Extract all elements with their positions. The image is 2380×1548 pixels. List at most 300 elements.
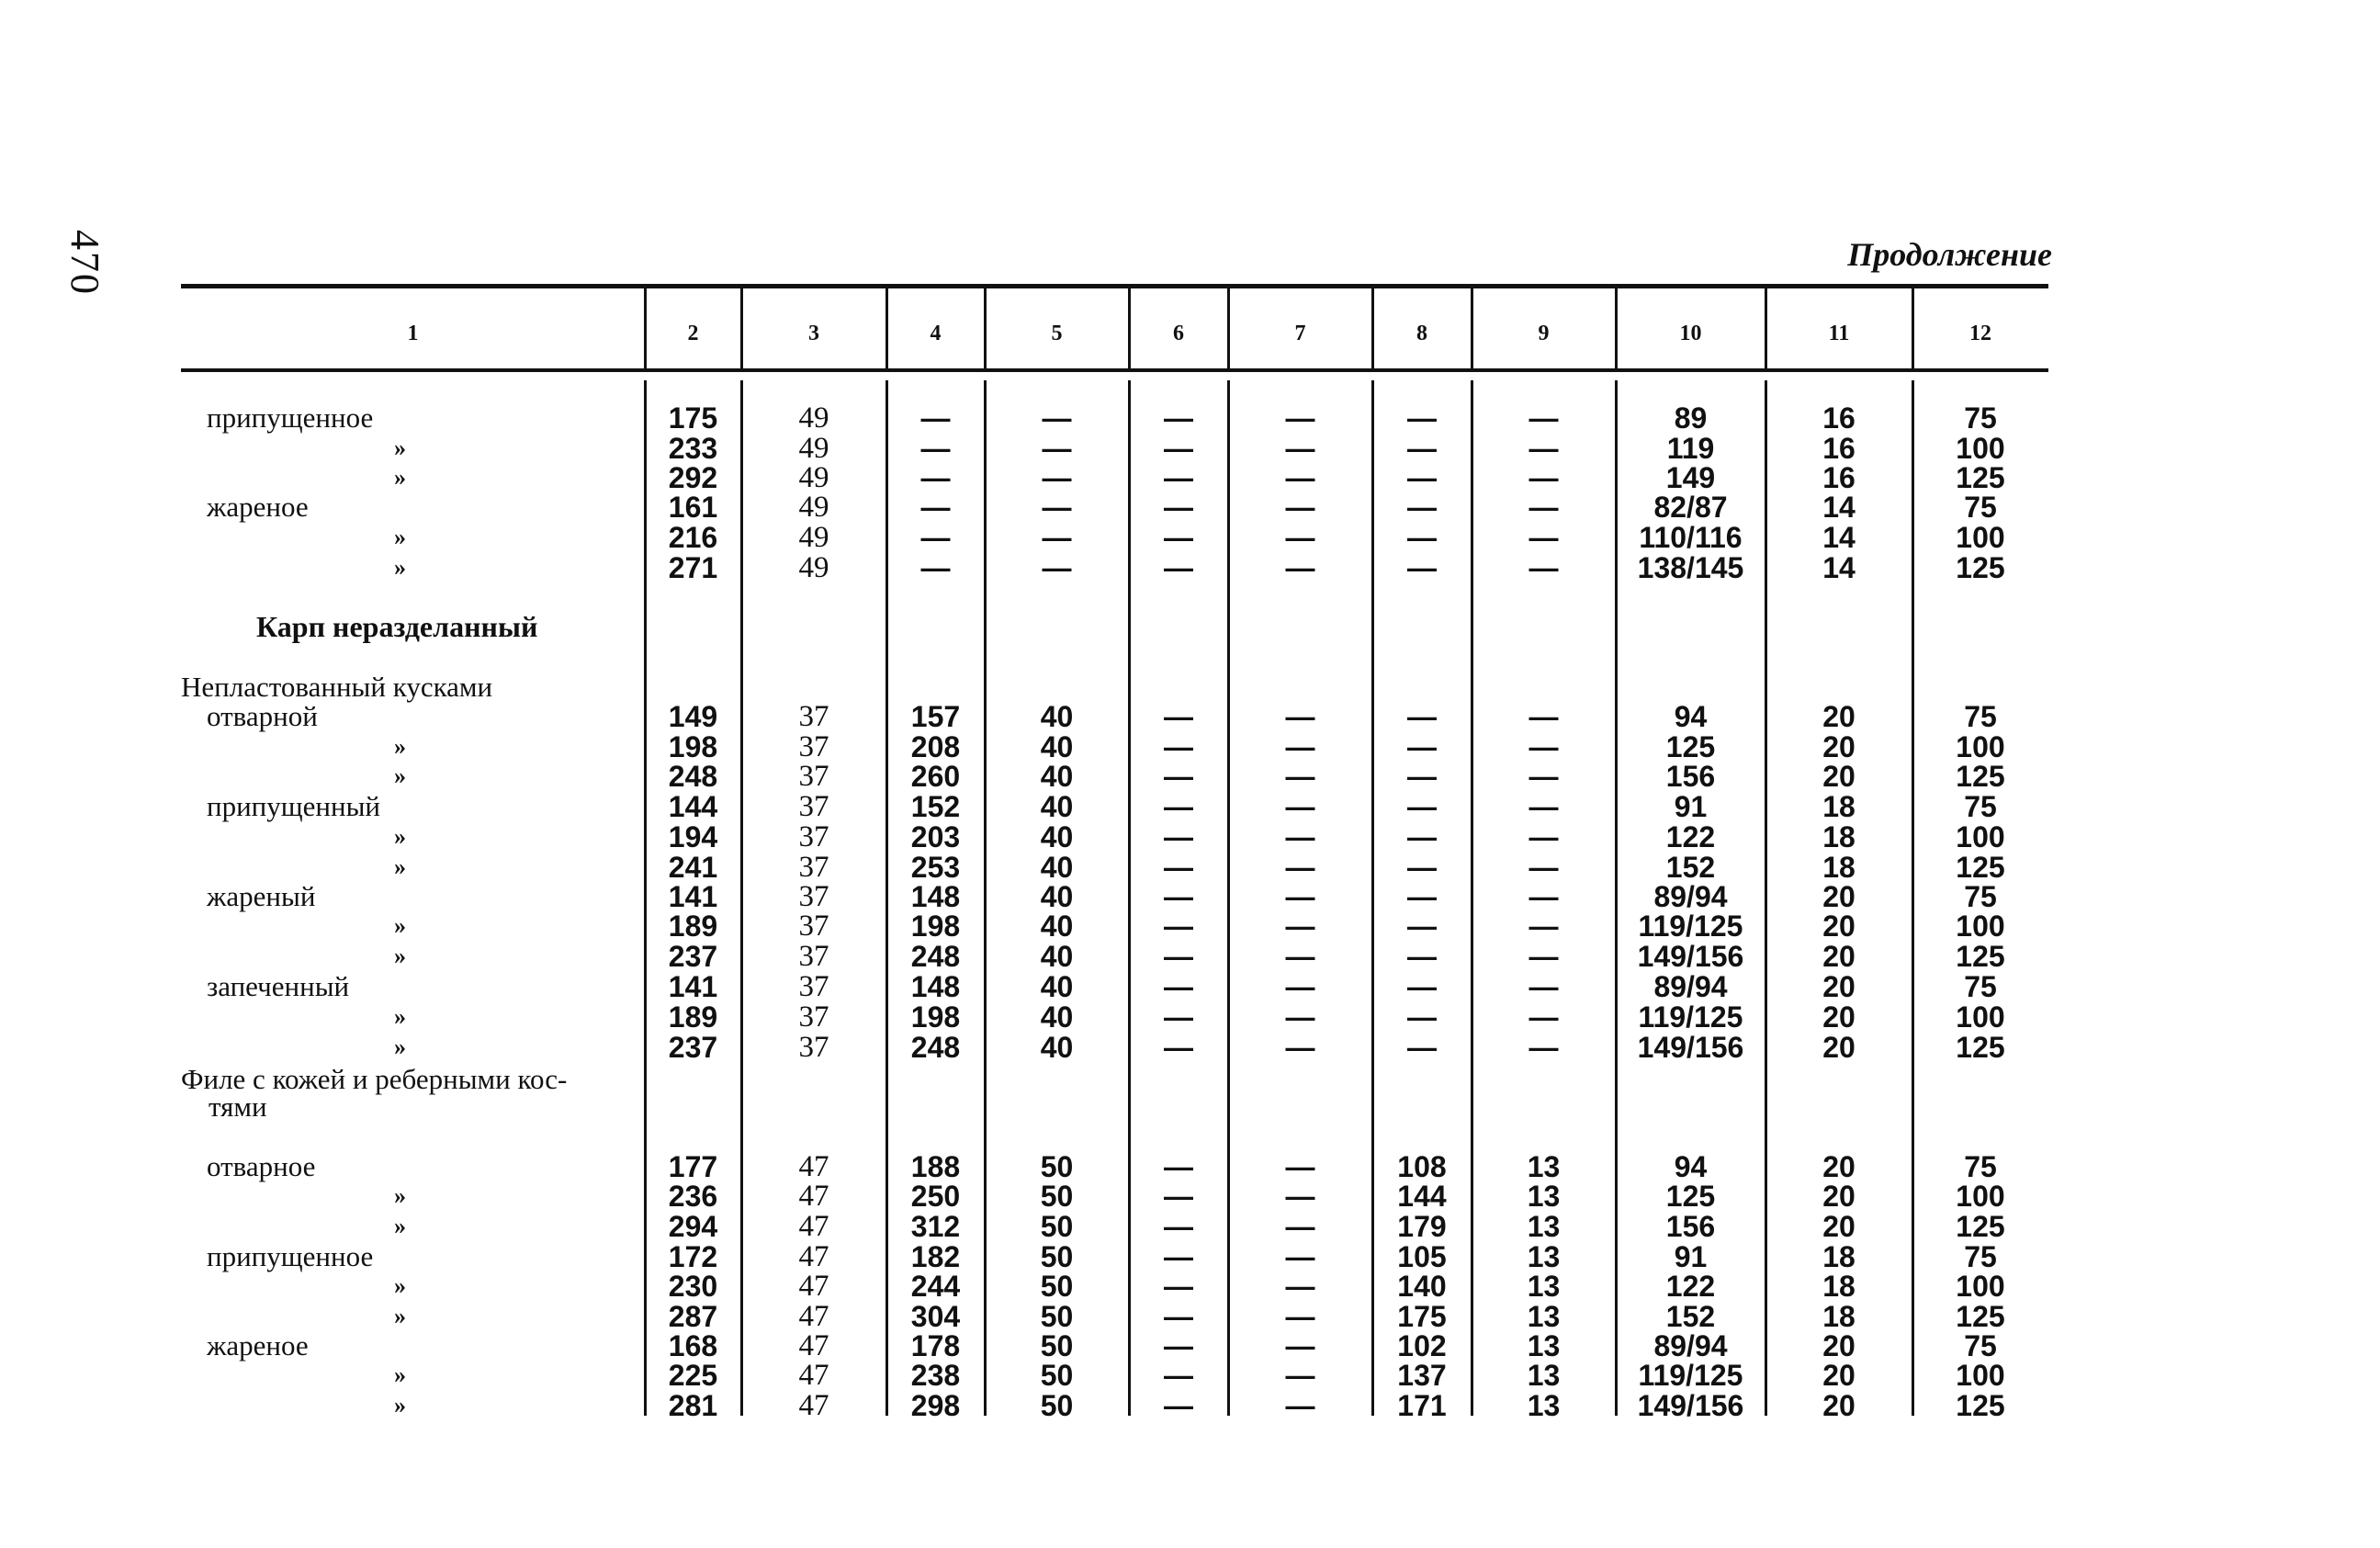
cell-col-6: — [1164,1210,1193,1243]
cell-col-11: 20 [1822,730,1855,763]
row-label: отварное [207,1150,316,1182]
cell-col-6: — [1164,521,1193,554]
cell-col-7: — [1285,790,1315,823]
cell-col-3: 47 [798,1359,829,1392]
cell-col-9: — [1528,1031,1559,1064]
column-header-4: 4 [930,321,942,345]
cell-col-3: 49 [798,551,829,584]
cell-col-7: — [1285,491,1315,524]
group-label-fillet-line2: тями [209,1090,267,1123]
cell-col-9: — [1528,790,1559,823]
column-divider [1128,288,1131,368]
cell-col-2: 294 [668,1210,718,1243]
cell-col-5: 40 [1040,760,1074,793]
cell-col-3: 49 [798,401,829,435]
row-label: » [394,943,406,969]
cell-col-11: 20 [1822,1150,1855,1183]
cell-col-8: 140 [1397,1270,1447,1303]
cell-col-2: 189 [668,1000,718,1034]
row-label: » [394,912,406,939]
cell-col-4: 152 [910,790,961,823]
row-label: » [394,1362,406,1388]
cell-col-7: — [1285,1389,1315,1422]
cell-col-8: — [1407,491,1437,524]
table-row [181,403,2048,433]
cell-col-3: 37 [798,851,829,884]
cell-col-9: — [1528,910,1559,943]
cell-col-11: 20 [1822,1389,1855,1422]
cell-col-3: 37 [798,730,829,763]
cell-col-7: — [1285,551,1315,584]
cell-col-12: 100 [1956,910,2005,943]
table-row [181,792,2048,821]
cell-col-7: — [1285,1000,1315,1034]
column-header-1: 1 [407,321,419,345]
cell-col-12: 75 [1964,1240,1997,1273]
column-header-11: 11 [1828,321,1850,345]
cell-col-10: 110/116 [1639,521,1743,554]
cell-col-2: 189 [668,910,718,943]
row-label: » [394,1034,406,1060]
cell-col-6: — [1164,461,1193,494]
column-header-9: 9 [1538,321,1550,345]
cell-col-9: 13 [1527,1300,1561,1333]
cell-col-8: — [1407,521,1437,554]
cell-col-3: 49 [798,521,829,554]
row-label: жареное [207,491,309,523]
cell-col-3: 47 [798,1240,829,1273]
cell-col-11: 20 [1822,910,1855,943]
cell-col-4: 260 [910,760,961,793]
table-row [181,762,2048,791]
cell-col-12: 100 [1956,1270,2005,1303]
cell-col-6: — [1164,1150,1193,1183]
cell-col-7: — [1285,401,1315,435]
cell-col-11: 20 [1822,700,1855,733]
cell-col-9: 13 [1527,1210,1561,1243]
cell-col-10: 94 [1674,1150,1708,1183]
cell-col-12: 75 [1964,970,1997,1003]
table-row [181,1271,2048,1301]
table-row [181,853,2048,882]
cell-col-4: 244 [910,1270,961,1303]
column-divider [1912,288,1914,368]
cell-col-3: 47 [798,1389,829,1422]
cell-col-6: — [1164,1031,1193,1064]
cell-col-8: — [1407,820,1437,853]
data-table [181,284,2048,1422]
cell-col-2: 175 [668,401,718,435]
column-header-7: 7 [1294,321,1306,345]
cell-col-9: — [1528,730,1559,763]
cell-col-3: 37 [798,790,829,823]
cell-col-5: 40 [1040,730,1074,763]
cell-col-9: — [1528,432,1559,465]
cell-col-6: — [1164,1000,1193,1034]
cell-col-9: — [1528,940,1559,973]
column-divider [1471,288,1473,368]
cell-col-3: 37 [798,940,829,973]
column-header-5: 5 [1051,321,1063,345]
table-row [181,1002,2048,1032]
cell-col-9: — [1528,491,1559,524]
table-row [181,911,2048,941]
cell-col-7: — [1285,1180,1315,1213]
row-label: » [394,853,406,880]
cell-col-2: 292 [668,461,718,494]
cell-col-12: 125 [1956,461,2005,494]
cell-col-2: 241 [668,851,718,884]
cell-col-10: 152 [1665,851,1716,884]
row-label: » [394,554,406,581]
cell-col-8: 102 [1397,1329,1447,1362]
cell-col-2: 287 [668,1300,718,1333]
cell-col-11: 20 [1822,1180,1855,1213]
cell-col-2: 198 [668,730,718,763]
cell-col-11: 20 [1822,1210,1855,1243]
cell-col-3: 37 [798,820,829,853]
cell-col-8: — [1407,730,1437,763]
column-header-6: 6 [1173,321,1184,345]
cell-col-5: 40 [1040,940,1074,973]
cell-col-6: — [1164,1270,1193,1303]
cell-col-12: 125 [1956,851,2005,884]
cell-col-5: 40 [1040,820,1074,853]
row-label: » [394,1003,406,1030]
cell-col-4: 178 [910,1329,961,1362]
cell-col-9: — [1528,1000,1559,1034]
cell-col-7: — [1285,1031,1315,1064]
row-label: » [394,1272,406,1299]
cell-col-8: 137 [1397,1359,1447,1392]
cell-col-2: 141 [668,880,718,913]
cell-col-12: 100 [1956,820,2005,853]
table-row [181,523,2048,552]
cell-col-5: 50 [1040,1180,1074,1213]
cell-col-4: 198 [910,910,961,943]
column-header-3: 3 [808,321,819,345]
cell-col-4: — [920,521,951,554]
cell-col-6: — [1164,851,1193,884]
table-row [181,1212,2048,1241]
cell-col-12: 75 [1964,790,1997,823]
cell-col-12: 125 [1956,940,2005,973]
cell-col-8: — [1407,1000,1437,1034]
table-row [181,972,2048,1001]
cell-col-4: 253 [910,851,961,884]
cell-col-8: — [1407,910,1437,943]
column-header-10: 10 [1679,321,1702,345]
cell-col-7: — [1285,461,1315,494]
cell-col-2: 141 [668,970,718,1003]
row-label: » [394,823,406,850]
cell-col-8: — [1407,700,1437,733]
cell-col-6: — [1164,1359,1193,1392]
column-divider [885,288,888,368]
cell-col-9: 13 [1527,1359,1561,1392]
cell-col-4: 208 [910,730,961,763]
cell-col-4: — [920,551,951,584]
cell-col-11: 20 [1822,1359,1855,1392]
cell-col-2: 149 [668,700,718,733]
cell-col-6: — [1164,1329,1193,1362]
cell-col-11: 20 [1822,1329,1855,1362]
cell-col-2: 194 [668,820,718,853]
cell-col-7: — [1285,432,1315,465]
cell-col-9: 13 [1527,1329,1561,1362]
cell-col-6: — [1164,1180,1193,1213]
table-top-rule [181,284,2048,288]
cell-col-6: — [1164,491,1193,524]
cell-col-8: — [1407,970,1437,1003]
cell-col-6: — [1164,700,1193,733]
cell-col-7: — [1285,940,1315,973]
cell-col-9: — [1528,401,1559,435]
cell-col-11: 18 [1822,1300,1855,1333]
cell-col-2: 233 [668,432,718,465]
group-label-fillet-line1: Филе с кожей и реберными кос- [181,1063,568,1095]
cell-col-11: 20 [1822,880,1855,913]
cell-col-7: — [1285,521,1315,554]
cell-col-11: 14 [1822,551,1855,584]
cell-col-5: 40 [1040,880,1074,913]
cell-col-9: 13 [1527,1180,1561,1213]
cell-col-7: — [1285,820,1315,853]
cell-col-10: 119/125 [1638,1000,1743,1034]
cell-col-10: 89 [1674,401,1708,435]
cell-col-8: 108 [1397,1150,1447,1183]
cell-col-4: 248 [910,1031,961,1064]
cell-col-7: — [1285,1150,1315,1183]
cell-col-6: — [1164,970,1193,1003]
cell-col-3: 37 [798,1000,829,1034]
table-row [181,1181,2048,1211]
column-header-8: 8 [1416,321,1427,345]
cell-col-10: 119/125 [1638,910,1743,943]
cell-col-11: 14 [1822,491,1855,524]
cell-col-5: 40 [1040,1000,1074,1034]
cell-col-10: 94 [1674,700,1708,733]
table-row [181,1152,2048,1181]
cell-col-6: — [1164,1240,1193,1273]
cell-col-6: — [1164,551,1193,584]
cell-col-5: 50 [1040,1210,1074,1243]
row-label: припущенное [207,1240,374,1272]
cell-col-11: 16 [1822,401,1855,435]
cell-col-3: 47 [798,1180,829,1213]
cell-col-10: 91 [1674,1240,1708,1273]
continuation-label: Продолжение [1847,236,2052,273]
cell-col-11: 20 [1822,1031,1855,1064]
cell-col-4: 148 [910,970,961,1003]
column-divider [1615,288,1618,368]
cell-col-3: 49 [798,491,829,524]
cell-col-2: 177 [668,1150,718,1183]
cell-col-9: — [1528,551,1559,584]
cell-col-9: — [1528,760,1559,793]
cell-col-10: 152 [1665,1300,1716,1333]
cell-col-2: 225 [668,1359,718,1392]
cell-col-9: 13 [1527,1240,1561,1273]
cell-col-4: 238 [910,1359,961,1392]
cell-col-7: — [1285,851,1315,884]
row-label: » [394,1182,406,1209]
cell-col-2: 161 [668,491,718,524]
cell-col-4: — [920,432,951,465]
row-label: жареный [207,880,316,912]
table-row [181,882,2048,911]
cell-col-10: 119/125 [1638,1359,1743,1392]
cell-col-2: 271 [668,551,718,584]
row-label: » [394,464,406,491]
cell-col-12: 100 [1956,1359,2005,1392]
table-row [181,702,2048,731]
cell-col-2: 281 [668,1389,718,1422]
row-label: » [394,435,406,461]
column-divider [1227,288,1230,368]
cell-col-5: 40 [1040,910,1074,943]
cell-col-7: — [1285,700,1315,733]
cell-col-7: — [1285,1210,1315,1243]
cell-col-10: 82/87 [1653,491,1728,524]
cell-col-8: 179 [1397,1210,1447,1243]
cell-col-9: — [1528,851,1559,884]
cell-col-10: 149/156 [1637,1389,1744,1422]
table-row [181,732,2048,762]
cell-col-6: — [1164,820,1193,853]
cell-col-9: 13 [1527,1389,1561,1422]
cell-col-5: 50 [1040,1270,1074,1303]
cell-col-5: 50 [1040,1389,1074,1422]
cell-col-4: 250 [910,1180,961,1213]
cell-col-11: 18 [1822,1270,1855,1303]
cell-col-5: 40 [1040,790,1074,823]
cell-col-5: 50 [1040,1300,1074,1333]
cell-col-12: 125 [1956,1210,2005,1243]
cell-col-7: — [1285,730,1315,763]
cell-col-8: — [1407,551,1437,584]
row-label: » [394,524,406,550]
cell-col-9: — [1528,521,1559,554]
cell-col-4: 298 [910,1389,961,1422]
cell-col-11: 16 [1822,432,1855,465]
table-row [181,553,2048,582]
row-label: припущенное [207,401,374,434]
cell-col-6: — [1164,790,1193,823]
cell-col-9: — [1528,700,1559,733]
cell-col-10: 89/94 [1653,970,1728,1003]
cell-col-11: 20 [1822,940,1855,973]
row-label: » [394,1392,406,1418]
cell-col-8: — [1407,790,1437,823]
cell-col-5: — [1042,491,1072,524]
cell-col-10: 156 [1665,1210,1716,1243]
cell-col-11: 14 [1822,521,1855,554]
table-row [181,492,2048,522]
cell-col-10: 149 [1665,461,1716,494]
cell-col-5: 40 [1040,700,1074,733]
cell-col-6: — [1164,910,1193,943]
cell-col-5: 50 [1040,1329,1074,1362]
cell-col-8: — [1407,880,1437,913]
cell-col-8: — [1407,461,1437,494]
cell-col-4: 182 [910,1240,961,1273]
cell-col-5: — [1042,432,1072,465]
cell-col-3: 47 [798,1300,829,1333]
cell-col-5: 50 [1040,1240,1074,1273]
cell-col-11: 18 [1822,1240,1855,1273]
cell-col-7: — [1285,1270,1315,1303]
cell-col-3: 47 [798,1150,829,1183]
cell-col-12: 75 [1964,1150,1997,1183]
cell-col-11: 20 [1822,760,1855,793]
cell-col-4: 203 [910,820,961,853]
cell-col-10: 89/94 [1653,880,1728,913]
cell-col-10: 119 [1666,432,1715,465]
cell-col-2: 172 [668,1240,718,1273]
cell-col-7: — [1285,1240,1315,1273]
cell-col-8: 171 [1397,1389,1447,1422]
cell-col-12: 100 [1956,1180,2005,1213]
cell-col-12: 125 [1956,551,2005,584]
cell-col-5: — [1042,461,1072,494]
cell-col-10: 149/156 [1637,940,1744,973]
table-row [181,1361,2048,1390]
column-divider [644,288,647,368]
cell-col-12: 75 [1964,491,1997,524]
cell-col-2: 248 [668,760,718,793]
row-label: отварной [207,700,318,732]
cell-col-8: — [1407,432,1437,465]
cell-col-3: 37 [798,880,829,913]
column-header-12: 12 [1969,321,1991,345]
cell-col-5: — [1042,401,1072,435]
cell-col-9: — [1528,820,1559,853]
cell-col-11: 18 [1822,790,1855,823]
cell-col-6: — [1164,1300,1193,1333]
cell-col-2: 237 [668,1031,718,1064]
row-label: припущенный [207,790,380,822]
cell-col-12: 125 [1956,1031,2005,1064]
cell-col-7: — [1285,760,1315,793]
cell-col-2: 168 [668,1329,718,1362]
cell-col-4: 312 [910,1210,961,1243]
cell-col-12: 75 [1964,880,1997,913]
cell-col-10: 89/94 [1653,1329,1728,1362]
cell-col-11: 18 [1822,820,1855,853]
cell-col-7: — [1285,910,1315,943]
cell-col-3: 49 [798,432,829,465]
cell-col-8: — [1407,1031,1437,1064]
cell-col-3: 37 [798,760,829,793]
cell-col-10: 156 [1665,760,1716,793]
cell-col-10: 125 [1665,1180,1716,1213]
cell-col-6: — [1164,401,1193,435]
cell-col-9: — [1528,970,1559,1003]
cell-col-4: — [920,461,951,494]
column-divider [1371,288,1374,368]
table-row [181,1242,2048,1271]
table-row [181,1331,2048,1361]
table-row [181,1302,2048,1331]
cell-col-12: 75 [1964,401,1997,435]
cell-col-7: — [1285,970,1315,1003]
cell-col-12: 100 [1956,432,2005,465]
cell-col-12: 100 [1956,1000,2005,1034]
cell-col-5: — [1042,551,1072,584]
cell-col-8: — [1407,851,1437,884]
table-row [181,463,2048,492]
